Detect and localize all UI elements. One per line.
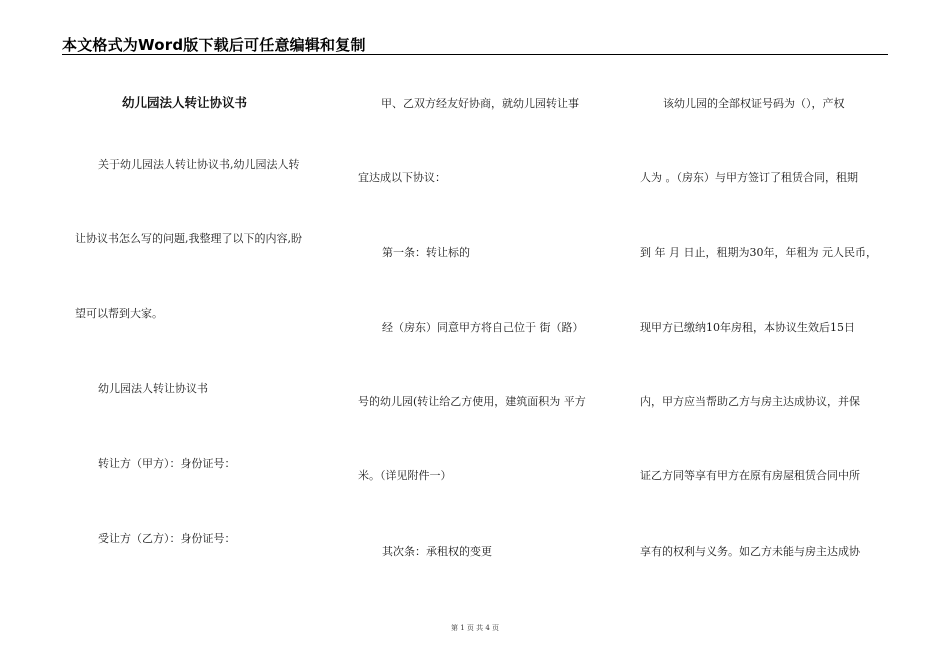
transferor-line: 转让方（甲方）：身份证号： — [98, 457, 236, 470]
section-heading: 幼儿园法人转让协议书 — [98, 382, 208, 395]
paragraph-line: 宜达成以下协议： — [358, 171, 446, 184]
header-title: 本文格式为Word版下载后可任意编辑和复制 — [62, 36, 366, 54]
transferee-line: 受让方（乙方）：身份证号： — [98, 532, 236, 545]
paragraph-line: 内，甲方应当帮助乙方与房主达成协议，并保 — [640, 395, 860, 408]
paragraph-line: 到 年 月 日止，租期为30年，年租为 元人民币， — [640, 246, 877, 259]
paragraph-line: 经（房东）同意甲方将自己位于 街（路） — [382, 321, 584, 334]
paragraph-line: 让协议书怎么写的问题,我整理了以下的内容,盼 — [75, 232, 302, 245]
paragraph-line: 现甲方已缴纳10年房租，本协议生效后15日 — [640, 321, 855, 334]
paragraph-line: 该幼儿园的全部权证号码为（），产权 — [663, 97, 845, 110]
paragraph-line: 望可以帮到大家。 — [75, 307, 163, 320]
clause-heading: 其次条：承租权的变更 — [382, 545, 492, 558]
column-3 — [640, 0, 890, 672]
paragraph-line: 人为 。（房东）与甲方签订了租赁合同，租期 — [640, 171, 858, 184]
paragraph-line: 证乙方同等享有甲方在原有房屋租赁合同中所 — [640, 469, 860, 482]
document-title: 幼儿园法人转让协议书 — [122, 95, 248, 110]
page-number: 第 1 页 共 4 页 — [450, 624, 500, 632]
clause-heading: 第一条：转让标的 — [382, 246, 470, 259]
paragraph-line: 甲、乙双方经友好协商，就幼儿园转让事 — [381, 97, 579, 110]
paragraph-line: 号的幼儿园(转让给乙方使用，建筑面积为 平方 — [358, 395, 586, 408]
column-1 — [62, 0, 334, 672]
paragraph-line: 关于幼儿园法人转让协议书,幼儿园法人转 — [98, 158, 300, 171]
column-2 — [358, 0, 618, 672]
paragraph-line: 享有的权利与义务。如乙方未能与房主达成协 — [640, 545, 860, 558]
paragraph-line: 米。（详见附件一） — [358, 469, 452, 482]
